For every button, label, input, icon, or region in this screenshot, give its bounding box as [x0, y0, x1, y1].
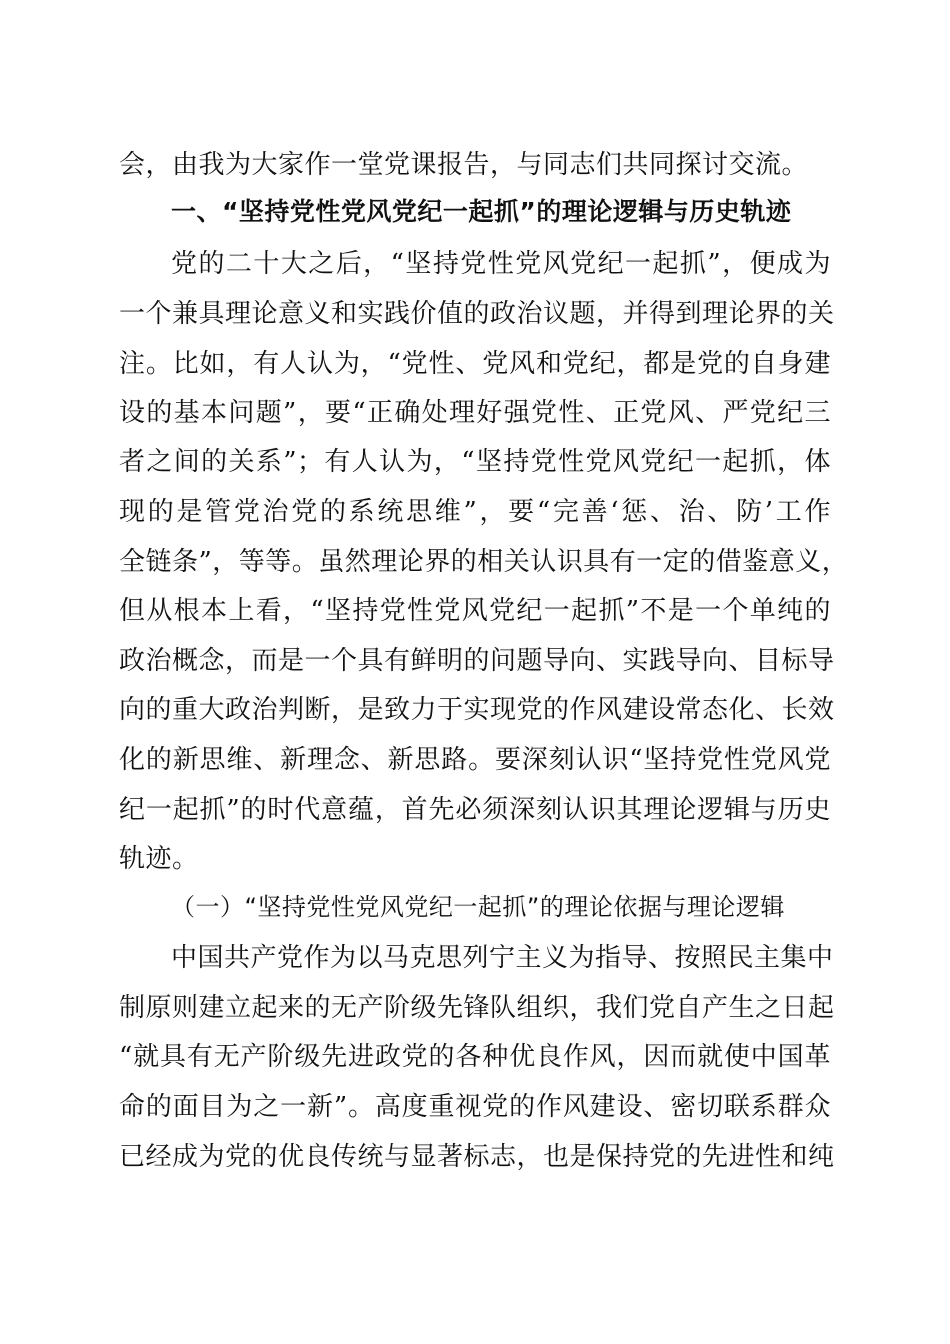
paragraph-line: 设的基本问题”，要“正确处理好强党性、正党风、严党纪三 [119, 398, 831, 428]
paragraph-line: 已经成为党的优良传统与显著标志，也是保持党的先进性和纯 [119, 1142, 835, 1172]
paragraph-line: 化的新思维、新理念、新思路。要深刻认识“坚持党性党风党 [119, 745, 831, 775]
paragraph-line: 命的面目为之一新”。高度重视党的作风建设、密切联系群众 [119, 1092, 831, 1122]
section-heading: 一、“坚持党性党风党纪一起抓”的理论逻辑与历史轨迹 [171, 197, 792, 226]
paragraph-line: 中国共产党作为以马克思列宁主义为指导、按照民主集中 [171, 943, 834, 973]
paragraph-line: 制原则建立起来的无产阶级先锋队组织，我们党自产生之日起 [119, 993, 835, 1023]
paragraph-line: 党的二十大之后，“坚持党性党风党纪一起抓”，便成为 [171, 249, 831, 279]
paragraph-line: 向的重大政治判断，是致力于实现党的作风建设常态化、长效 [119, 695, 835, 725]
subsection-heading: （一）“坚持党性党风党纪一起抓”的理论依据与理论逻辑 [171, 893, 785, 921]
paragraph-line: “就具有无产阶级先进政党的各种优良作风，因而就使中国革 [119, 1042, 831, 1072]
paragraph-line: 一个兼具理论意义和实践价值的政治议题，并得到理论界的关 [119, 299, 835, 329]
paragraph-line: 政治概念，而是一个具有鲜明的问题导向、实践导向、目标导 [119, 646, 835, 676]
paragraph-line: 者之间的关系”；有人认为，“坚持党性党风党纪一起抓，体 [119, 447, 831, 477]
paragraph-line: 纪一起抓”的时代意蕴，首先必须深刻认识其理论逻辑与历史 [119, 795, 831, 825]
paragraph-line: 现的是管党治党的系统思维”，要“完善‘惩、治、防’工作 [119, 497, 831, 527]
paragraph-line: 全链条”，等等。虽然理论界的相关认识具有一定的借鉴意义， [119, 547, 849, 577]
paragraph-line: 会，由我为大家作一堂党课报告，与同志们共同探讨交流。 [119, 150, 809, 180]
paragraph-line: 轨迹。 [119, 844, 199, 874]
paragraph-line: 注。比如，有人认为，“党性、党风和党纪，都是党的自身建 [119, 349, 831, 379]
paragraph-line: 但从根本上看，“坚持党性党风党纪一起抓”不是一个单纯的 [119, 596, 831, 626]
